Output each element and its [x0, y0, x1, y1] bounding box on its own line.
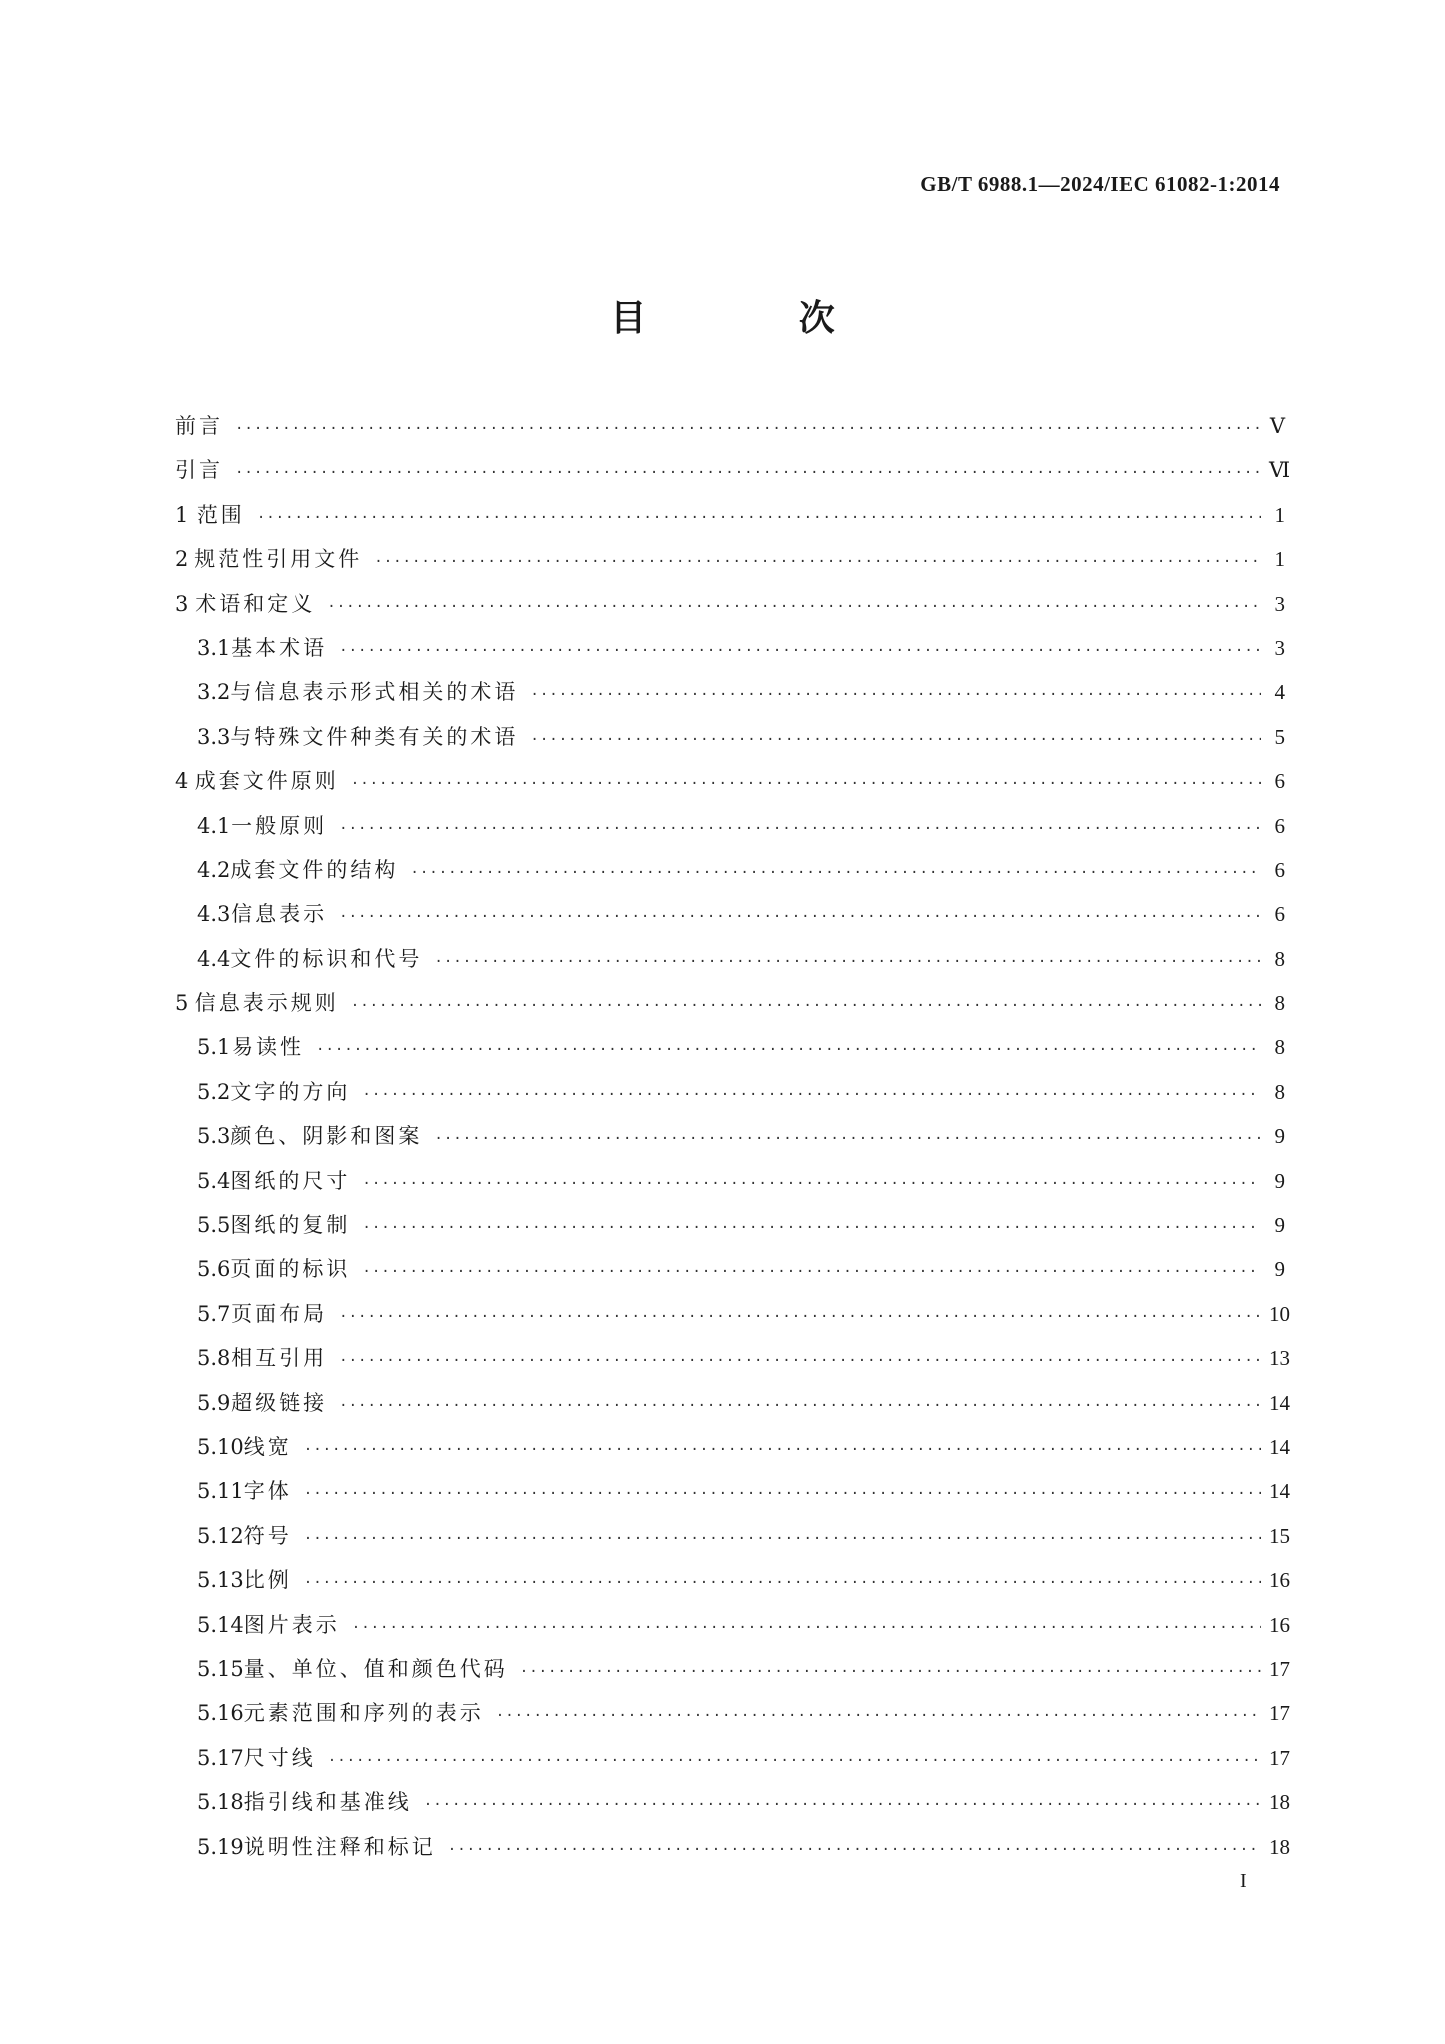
- toc-leader-dots: [434, 1131, 1261, 1147]
- toc-entry-page: 17: [1269, 1701, 1290, 1726]
- toc-entry-page: 14: [1269, 1479, 1290, 1504]
- toc-leader-dots: [362, 1264, 1261, 1280]
- toc-entry-page: 8: [1274, 1079, 1285, 1104]
- toc-entry-label: 元素范围和序列的表示: [243, 1701, 484, 1726]
- toc-entry-label: 信息表示规则: [194, 991, 339, 1016]
- toc-leader-dots: [339, 821, 1261, 837]
- toc-entry[interactable]: [175, 1298, 1290, 1342]
- toc-entry[interactable]: [175, 588, 1285, 632]
- toc-entry-label: 超级链接: [231, 1390, 328, 1415]
- toc-entry-number: 5.13: [197, 1568, 244, 1593]
- toc-entry[interactable]: [175, 1076, 1285, 1120]
- toc-entry-page: 8: [1274, 946, 1285, 971]
- toc-entry-page: 15: [1269, 1523, 1290, 1548]
- toc-entry-number: 5.19: [197, 1834, 244, 1859]
- toc-entry[interactable]: [175, 410, 1285, 454]
- toc-entry-label: 图片表示: [243, 1612, 340, 1637]
- toc-leader-dots: [304, 1442, 1261, 1458]
- toc-entry-number: 3.1: [197, 635, 231, 660]
- toc-entry-page: 14: [1269, 1434, 1290, 1459]
- toc-entry[interactable]: [175, 1831, 1290, 1875]
- toc-entry[interactable]: [175, 898, 1285, 942]
- toc-entry-number: 5.18: [197, 1790, 244, 1815]
- toc-leader-dots: [530, 687, 1261, 703]
- toc-leader-dots: [448, 1842, 1261, 1858]
- toc-entry-number: 4.1: [197, 813, 231, 838]
- toc-leader-dots: [351, 998, 1261, 1014]
- toc-entry-number: 5.14: [197, 1612, 244, 1637]
- toc-leader-dots: [235, 421, 1261, 437]
- toc-entry-page: 6: [1274, 857, 1285, 882]
- toc-entry-label: 信息表示: [231, 902, 328, 927]
- toc-leader-dots: [257, 510, 1261, 526]
- toc-leader-dots: [530, 732, 1261, 748]
- toc-entry-page: 5: [1274, 724, 1285, 749]
- toc-entry-label: 文字的方向: [230, 1079, 351, 1104]
- toc-entry-page: 18: [1269, 1834, 1290, 1859]
- toc-entry[interactable]: [175, 943, 1285, 987]
- toc-leader-dots: [520, 1664, 1261, 1680]
- toc-entry-page: 8: [1274, 1035, 1285, 1060]
- toc-entry-page: Ⅴ: [1269, 414, 1285, 438]
- toc-leader-dots: [304, 1531, 1261, 1547]
- toc-entry-page: 17: [1269, 1656, 1290, 1681]
- toc-entry-number: 5.12: [197, 1523, 244, 1548]
- toc-entry-number: 4.4: [197, 946, 231, 971]
- toc-entry[interactable]: [175, 1520, 1290, 1564]
- toc-entry-label: 颜色、阴影和图案: [230, 1124, 423, 1149]
- toc-entry-label: 图纸的尺寸: [230, 1168, 351, 1193]
- toc-entry-number: 5.7: [197, 1301, 231, 1326]
- toc-entry-number: 5.8: [197, 1346, 231, 1371]
- toc-entry-label: 尺寸线: [243, 1745, 316, 1770]
- toc-leader-dots: [304, 1486, 1261, 1502]
- toc-entry-page: 6: [1274, 902, 1285, 927]
- toc-entry-number: 3.3: [197, 724, 231, 749]
- toc-entry[interactable]: [175, 1209, 1285, 1253]
- toc-entry-page: 18: [1269, 1790, 1290, 1815]
- toc-leader-dots: [496, 1708, 1261, 1724]
- toc-entry-number: 5.5: [197, 1213, 231, 1238]
- toc-entry-page: 1: [1274, 547, 1285, 572]
- toc-entry[interactable]: [175, 1564, 1290, 1608]
- toc-leader-dots: [352, 1620, 1261, 1636]
- toc-entry-label: 图纸的复制: [230, 1213, 351, 1238]
- toc-entry-label: 成套文件原则: [194, 769, 339, 794]
- toc-entry-label: 一般原则: [231, 813, 328, 838]
- table-of-contents: [175, 410, 1291, 1875]
- toc-entry-label: 线宽: [243, 1434, 292, 1459]
- toc-entry-page: 17: [1269, 1745, 1290, 1770]
- toc-leader-dots: [339, 1353, 1261, 1369]
- toc-entry[interactable]: [175, 676, 1285, 720]
- toc-entry[interactable]: [175, 499, 1285, 543]
- toc-entry[interactable]: [175, 1653, 1290, 1697]
- toc-entry-label: 与信息表示形式相关的术语: [230, 680, 519, 705]
- toc-leader-dots: [339, 1398, 1261, 1414]
- toc-entry[interactable]: [175, 632, 1285, 676]
- toc-entry-page: 10: [1269, 1301, 1290, 1326]
- toc-entry-number: 5.11: [197, 1479, 244, 1504]
- toc-entry-number: 5.9: [197, 1390, 231, 1415]
- toc-entry[interactable]: [175, 1742, 1290, 1786]
- toc-entry[interactable]: [175, 1786, 1290, 1830]
- toc-entry[interactable]: [175, 1475, 1290, 1519]
- toc-entry[interactable]: [175, 721, 1285, 765]
- toc-entry-page: 9: [1274, 1213, 1285, 1238]
- toc-entry[interactable]: [175, 1031, 1285, 1075]
- toc-entry-page: 3: [1274, 591, 1285, 616]
- toc-entry[interactable]: [175, 765, 1285, 809]
- page-number: I: [1240, 1870, 1247, 1892]
- toc-entry-label: 与特殊文件种类有关的术语: [230, 724, 519, 749]
- toc-entry[interactable]: [175, 1165, 1285, 1209]
- toc-entry-page: 13: [1269, 1346, 1290, 1371]
- toc-entry-label: 范围: [196, 502, 245, 527]
- toc-entry[interactable]: [175, 1387, 1290, 1431]
- toc-entry-page: Ⅵ: [1269, 458, 1291, 483]
- toc-leader-dots: [424, 1797, 1261, 1813]
- toc-entry-page: 4: [1274, 680, 1285, 705]
- toc-entry-number: 5.3: [197, 1124, 231, 1149]
- toc-entry-label: 术语和定义: [195, 591, 316, 616]
- toc-entry-number: 5.4: [197, 1168, 231, 1193]
- toc-entry-number: 4.2: [197, 857, 231, 882]
- toc-entry-number: 3.2: [197, 680, 231, 705]
- toc-entry-number: 1: [175, 502, 189, 527]
- toc-entry-label: 页面布局: [231, 1301, 328, 1326]
- toc-entry-page: 8: [1274, 991, 1285, 1016]
- toc-entry-page: 3: [1274, 635, 1285, 660]
- toc-entry[interactable]: [175, 1120, 1285, 1164]
- toc-leader-dots: [339, 909, 1261, 925]
- toc-entry-number: 5: [175, 991, 189, 1016]
- toc-entry-label: 前言: [175, 414, 223, 438]
- toc-entry-label: 规范性引用文件: [194, 547, 363, 572]
- toc-leader-dots: [362, 1220, 1261, 1236]
- toc-entry[interactable]: [175, 1431, 1290, 1475]
- toc-entry-label: 量、单位、值和颜色代码: [243, 1656, 508, 1681]
- toc-entry-label: 比例: [243, 1568, 292, 1593]
- toc-leader-dots: [339, 1309, 1261, 1325]
- toc-entry-label: 文件的标识和代号: [230, 946, 423, 971]
- toc-leader-dots: [339, 643, 1261, 659]
- toc-leader-dots: [316, 1042, 1261, 1058]
- toc-leader-dots: [327, 599, 1261, 615]
- toc-entry-number: 5.16: [197, 1701, 244, 1726]
- toc-entry[interactable]: [175, 543, 1285, 587]
- toc-entry[interactable]: [175, 1342, 1290, 1386]
- toc-leader-dots: [351, 776, 1261, 792]
- toc-entry-label: 符号: [243, 1523, 292, 1548]
- toc-entry-number: 4: [175, 769, 189, 794]
- toc-entry-number: 3: [175, 591, 189, 616]
- toc-leader-dots: [374, 554, 1261, 570]
- toc-entry-label: 引言: [175, 458, 223, 483]
- standard-code: GB/T 6988.1—2024/IEC 61082-1:2014: [920, 172, 1280, 196]
- toc-entry-number: 5.17: [197, 1745, 244, 1770]
- toc-entry-label: 指引线和基准线: [243, 1790, 412, 1815]
- toc-leader-dots: [304, 1575, 1261, 1591]
- toc-entry-label: 基本术语: [231, 635, 328, 660]
- toc-entry-label: 易读性: [232, 1035, 305, 1060]
- toc-entry-number: 5.15: [197, 1656, 244, 1681]
- toc-entry[interactable]: [175, 1253, 1285, 1297]
- toc-entry-label: 说明性注释和标记: [243, 1834, 436, 1859]
- toc-entry-number: 5.6: [197, 1257, 231, 1282]
- toc-leader-dots: [362, 1176, 1261, 1192]
- toc-entry-number: 5.1: [197, 1035, 231, 1060]
- toc-entry-label: 相互引用: [231, 1346, 328, 1371]
- toc-entry-number: 2: [175, 547, 189, 572]
- toc-entry-number: 5.10: [197, 1434, 244, 1459]
- toc-entry-label: 字体: [243, 1479, 292, 1504]
- toc-leader-dots: [328, 1753, 1261, 1769]
- toc-entry-page: 9: [1274, 1257, 1285, 1282]
- toc-entry-number: 5.2: [197, 1079, 231, 1104]
- toc-entry-label: 页面的标识: [230, 1257, 351, 1282]
- toc-entry-page: 1: [1274, 502, 1285, 527]
- page-title: 目 次: [610, 298, 905, 339]
- toc-entry-page: 9: [1274, 1124, 1285, 1149]
- toc-entry-number: 4.3: [197, 902, 231, 927]
- toc-entry[interactable]: [175, 987, 1285, 1031]
- toc-entry-page: 6: [1274, 813, 1285, 838]
- toc-leader-dots: [362, 1087, 1261, 1103]
- toc-leader-dots: [410, 865, 1261, 881]
- toc-leader-dots: [434, 954, 1261, 970]
- toc-entry[interactable]: [175, 810, 1285, 854]
- toc-entry[interactable]: [175, 454, 1291, 498]
- toc-entry[interactable]: [175, 854, 1285, 898]
- toc-entry-page: 6: [1274, 769, 1285, 794]
- toc-leader-dots: [235, 465, 1261, 481]
- toc-entry[interactable]: [175, 1609, 1290, 1653]
- toc-entry-page: 16: [1269, 1568, 1290, 1593]
- toc-entry-label: 成套文件的结构: [230, 857, 399, 882]
- toc-entry[interactable]: [175, 1697, 1290, 1741]
- toc-entry-page: 14: [1269, 1390, 1290, 1415]
- toc-entry-page: 16: [1269, 1612, 1290, 1637]
- toc-entry-page: 9: [1274, 1168, 1285, 1193]
